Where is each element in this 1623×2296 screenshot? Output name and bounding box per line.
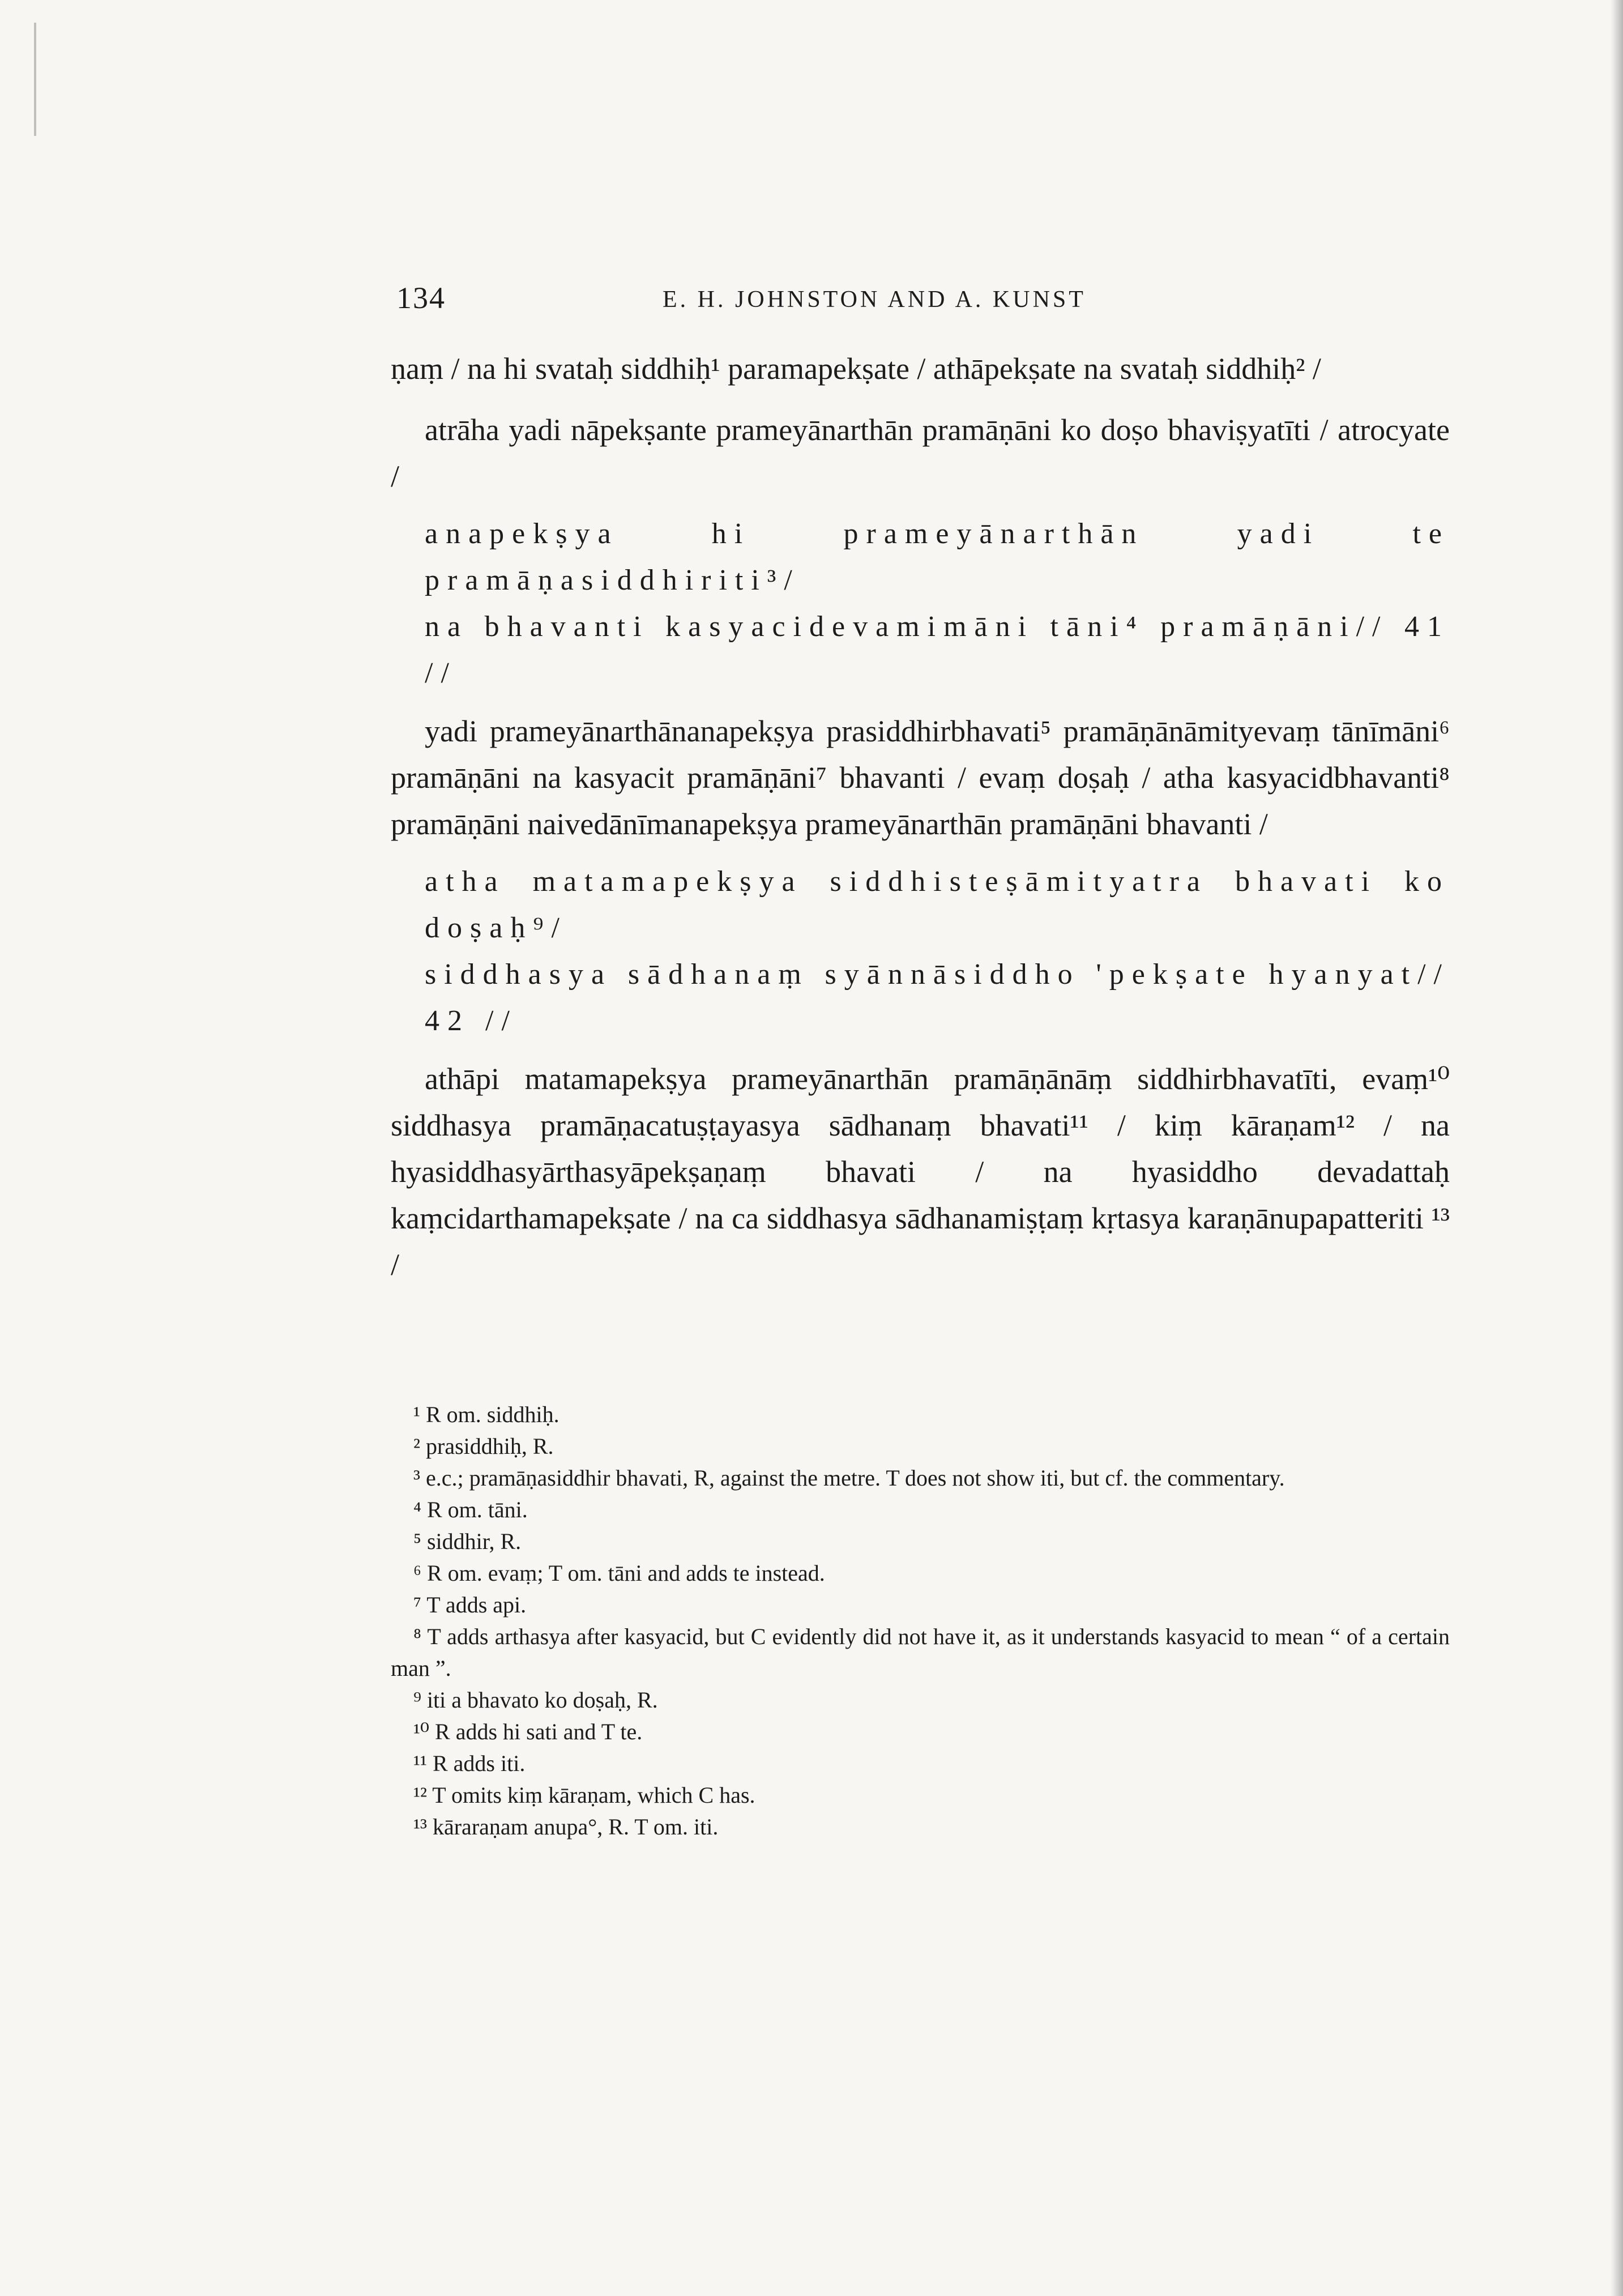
footnote: ¹³ kāraraṇam anupa°, R. T om. iti. [413,1814,719,1840]
paragraph-1: ṇaṃ / na hi svataḥ siddhiḥ¹ paramapekṣate / athāpekṣate na svataḥ siddhiḥ² / [391,352,1321,386]
scan-margin-mark [34,23,36,136]
footnote: ⁶ R om. evaṃ; T om. tāni and adds te instead. [413,1560,825,1586]
paragraph-2: atrāha yadi nāpekṣante prameyānarthān pramāṇāni ko doṣo bhaviṣyatīti / atrocyate / [391,413,1450,493]
footnote: ⁵ siddhir, R. [413,1529,522,1554]
footnote: ¹ R om. siddhiḥ. [413,1402,559,1427]
footnote: ⁸ T adds arthasya after kasyacid, but C evidently did not have it, as it understands kasyacid to mean “ of a certain man ”. [391,1624,1450,1681]
footnote: ¹² T omits kiṃ kāraṇam, which C has. [413,1782,755,1808]
page-number: 134 [396,281,446,315]
paragraph-4: athāpi matamapekṣya prameyānarthān pramāṇānāṃ siddhirbhavatīti, evaṃ¹⁰ siddhasya pramāṇacatuṣṭayasya sādhanaṃ bhavati¹¹ / kiṃ kāraṇam¹² / na hyasiddhasyārthasyāpekṣaṇaṃ bhavati / na hyasiddho devadattaḥ kaṃcidarthamapekṣate / na ca siddhasya sādhanamiṣṭaṃ kṛtasya karaṇānupapatteriti ¹³ / [391,1062,1450,1282]
main-text [391,345,1450,1288]
footnote: ⁷ T adds api. [413,1592,527,1618]
footnote: ² prasiddhiḥ, R. [413,1433,554,1459]
running-head [396,280,1450,314]
paragraph-3: yadi prameyānarthānanapekṣya prasiddhirbhavati⁵ pramāṇānāmityevaṃ tānīmāni⁶ pramāṇāni na kasyacit pramāṇāni⁷ bhavanti / evaṃ doṣaḥ / atha kasyacidbhavanti⁸ pramāṇāni naivedānīmanapekṣya prameyānarthān pramāṇāni bhavanti / [391,714,1450,841]
running-title: E. H. JOHNSTON AND A. KUNST [663,287,1086,313]
verse-41-line-1: anapekṣya hi prameyānarthān yadi te pramāṇasiddhiriti³/ [425,518,1450,596]
verse-41-line-2: na bhavanti kasyacidevamimāni tāni⁴ pramāṇāni// 41 // [425,611,1450,689]
verse-42-line-2: siddhasya sādhanaṃ syānnāsiddho 'pekṣate hyanyat// 42 // [425,958,1450,1037]
scan-page-edge [1611,0,1623,2296]
footnotes [391,1399,1450,1843]
footnote: ¹¹ R adds iti. [413,1751,526,1776]
footnote: ⁹ iti a bhavato ko doṣaḥ, R. [413,1687,658,1713]
verse-42-line-1: atha matamapekṣya siddhisteṣāmityatra bhavati ko doṣaḥ⁹/ [425,865,1450,944]
footnote: ¹⁰ R adds hi sati and T te. [413,1719,643,1744]
footnote: ³ e.c.; pramāṇasiddhir bhavati, R, against the metre. T does not show iti, but cf. the commentary. [413,1465,1285,1491]
footnote: ⁴ R om. tāni. [413,1497,528,1522]
